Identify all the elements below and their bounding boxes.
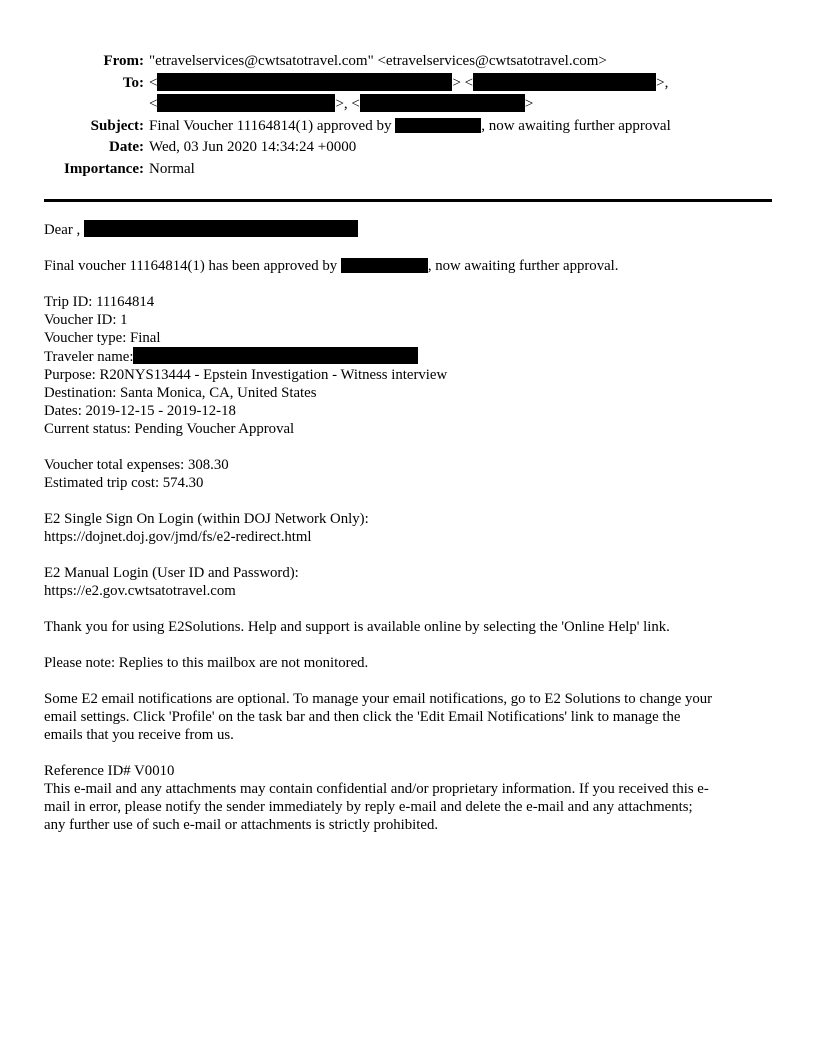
- redaction-bar: [395, 118, 481, 133]
- text-segment: Normal: [149, 160, 195, 177]
- text-segment: Voucher ID: 1: [44, 312, 128, 328]
- text-segment: Destination: Santa Monica, CA, United States: [44, 385, 317, 401]
- header-label-importance: Importance:: [64, 160, 144, 177]
- redaction-bar: [133, 347, 418, 364]
- text-segment: Wed, 03 Jun 2020 14:34:24 +0000: [149, 139, 357, 155]
- header-label-date: Date:: [109, 139, 144, 155]
- header-value-importance: [149, 159, 772, 181]
- body-line: [44, 798, 772, 816]
- text-segment: Dates: 2019-12-15 - 2019-12-18: [44, 403, 236, 419]
- header-value-subject: [149, 116, 772, 138]
- text-segment: > <: [452, 74, 474, 91]
- body-line: [44, 456, 772, 474]
- paragraph: [44, 564, 772, 600]
- text-segment: any further use of such e-mail or attachments is strictly prohibited.: [44, 817, 439, 833]
- body-line: [44, 618, 772, 636]
- text-segment: <: [149, 96, 158, 112]
- text-segment: >, <: [335, 96, 360, 112]
- text-segment: E2 Manual Login (User ID and Password):: [44, 565, 299, 581]
- header-label-subject: Subject:: [90, 117, 144, 134]
- paragraph: [44, 220, 772, 239]
- text-segment: Reference ID# V0010: [44, 763, 175, 779]
- header-label-from: From:: [103, 53, 144, 69]
- header-value-to: [149, 73, 772, 116]
- body-line: [44, 257, 772, 275]
- text-segment: Thank you for using E2Solutions. Help and support is available online by selecting the 'Online Help' link.: [44, 619, 670, 635]
- body-line: [44, 708, 772, 726]
- redaction-bar: [157, 73, 452, 91]
- text-segment: "etravelservices@cwtsatotravel.com" <etravelservices@cwtsatotravel.com>: [149, 53, 607, 69]
- text-segment: >: [524, 96, 534, 112]
- body-line: [44, 510, 772, 528]
- text-segment: Please note: Replies to this mailbox are not monitored.: [44, 655, 369, 671]
- body-line: [44, 474, 772, 492]
- text-segment: Voucher total expenses: 308.30: [44, 457, 229, 473]
- body-line: [44, 329, 772, 347]
- text-segment: Trip ID: 11164814: [44, 294, 155, 310]
- paragraph: [44, 456, 772, 492]
- header-field-importance: [44, 159, 772, 181]
- body-line: [44, 384, 772, 402]
- body-line: [44, 582, 772, 600]
- text-segment: E2 Single Sign On Login (within DOJ Network Only):: [44, 511, 369, 527]
- text-segment: Dear ,: [44, 222, 84, 238]
- header-value-from: [149, 51, 772, 73]
- text-segment: mail in error, please notify the sender immediately by reply e-mail and delete the e-mail and any attachments;: [44, 799, 693, 815]
- body-line: [44, 654, 772, 672]
- text-segment: Traveler name:: [44, 349, 134, 365]
- text-segment: This e-mail and any attachments may contain confidential and/or proprietary information. If you received this e-: [44, 781, 709, 797]
- header-field-date: [44, 137, 772, 159]
- body-line: [44, 564, 772, 582]
- text-segment: Voucher type: Final: [44, 330, 161, 346]
- body-line: [44, 293, 772, 311]
- header-field-from: [44, 51, 772, 73]
- body-line: [44, 690, 772, 708]
- body-line: [44, 780, 772, 798]
- text-segment: emails that you receive from us.: [44, 727, 234, 743]
- text-segment: Some E2 email notifications are optional. To manage your email notifications, go to E2 Solutions to change your: [44, 691, 713, 707]
- text-segment: , now awaiting further approval.: [427, 258, 619, 274]
- text-segment: Current status: Pending Voucher Approval: [44, 421, 295, 437]
- text-segment: <: [149, 74, 158, 91]
- paragraph: [44, 690, 772, 744]
- body-line: [44, 220, 772, 239]
- header-value-date: [149, 137, 772, 159]
- paragraph: [44, 510, 772, 546]
- redaction-bar: [341, 258, 428, 273]
- body-line: [44, 402, 772, 420]
- body-line: [44, 762, 772, 780]
- text-segment: Final voucher 11164814(1) has been approved by: [44, 258, 341, 274]
- text-segment: https://dojnet.doj.gov/jmd/fs/e2-redirect.html: [44, 529, 312, 545]
- paragraph: [44, 293, 772, 438]
- header-label-to: To:: [122, 74, 144, 91]
- text-segment: Purpose: R20NYS13444 - Epstein Investigation - Witness interview: [44, 367, 448, 383]
- body-line: [44, 420, 772, 438]
- body-line: [44, 311, 772, 329]
- body-line: [44, 366, 772, 384]
- header-divider: [44, 199, 772, 202]
- header-field-to: [44, 73, 772, 116]
- redaction-bar: [84, 220, 358, 237]
- redaction-bar: [360, 94, 525, 112]
- redaction-bar: [157, 94, 335, 112]
- email-body: [44, 220, 772, 834]
- paragraph: [44, 618, 772, 636]
- body-line: [44, 726, 772, 744]
- text-segment: , now awaiting further approval: [481, 117, 671, 134]
- header-field-subject: [44, 116, 772, 138]
- body-line: [44, 816, 772, 834]
- text-segment: email settings. Click 'Profile' on the task bar and then click the 'Edit Email Notifications' link to manage the: [44, 709, 681, 725]
- text-segment: Final Voucher 11164814(1) approved by: [149, 117, 396, 134]
- text-segment: Estimated trip cost: 574.30: [44, 475, 204, 491]
- text-segment: >,: [656, 74, 669, 91]
- email-header: [44, 0, 772, 180]
- text-segment: https://e2.gov.cwtsatotravel.com: [44, 583, 236, 599]
- paragraph: [44, 654, 772, 672]
- redaction-bar: [473, 73, 656, 91]
- body-line: [44, 347, 772, 366]
- paragraph: [44, 762, 772, 834]
- paragraph: [44, 257, 772, 275]
- body-line: [44, 528, 772, 546]
